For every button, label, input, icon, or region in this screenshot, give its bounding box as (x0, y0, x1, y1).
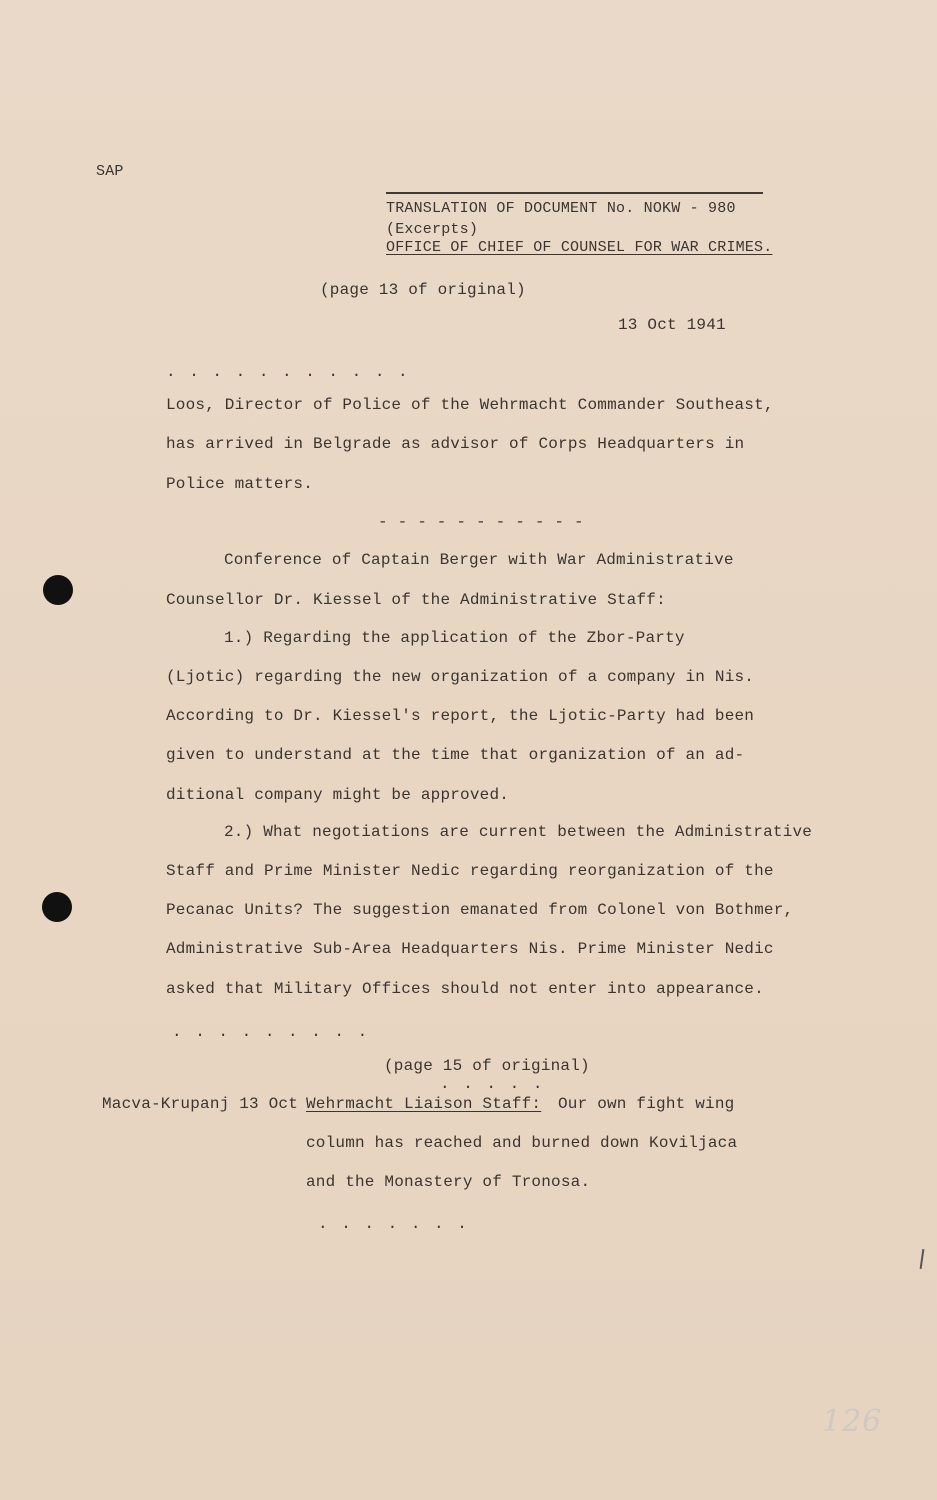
punch-hole (42, 892, 72, 922)
dash-separator: - - - - - - - - - - - (378, 513, 584, 531)
entry-text: column has reached and burned down Koviljaca (306, 1134, 738, 1152)
numbered-item-line: Pecanac Units? The suggestion emanated from Colonel von Bothmer, (166, 901, 794, 919)
numbered-item-line: Administrative Sub-Area Headquarters Nis. Prime Minister Nedic (166, 940, 774, 958)
entry-text: Our own fight wing (558, 1095, 735, 1113)
numbered-item-line: given to understand at the time that organization of an ad- (166, 746, 745, 764)
paragraph-line: Conference of Captain Berger with War Administrative (224, 551, 734, 569)
paragraph-line: Police matters. (166, 475, 314, 493)
numbered-item-line: (Ljotic) regarding the new organization of a company in Nis. (166, 668, 755, 686)
numbered-item-line: ditional company might be approved. (166, 786, 510, 804)
document-date: 13 Oct 1941 (618, 316, 726, 334)
initials: SAP (96, 163, 124, 180)
ellipsis-separator: . . . . . . . (318, 1215, 469, 1233)
office-heading: OFFICE OF CHIEF OF COUNSEL FOR WAR CRIMES. (386, 239, 773, 256)
numbered-item-line: 2.) What negotiations are current between the Administrative (224, 823, 813, 841)
ellipsis-separator: . . . . . . . . . . . (166, 363, 410, 381)
page-number: 126 (822, 1404, 883, 1439)
numbered-item-line: According to Dr. Kiessel's report, the Ljotic-Party had been (166, 707, 755, 725)
numbered-item-line: 1.) Regarding the application of the Zbor-Party (224, 629, 685, 647)
entry-source: Wehrmacht Liaison Staff: (306, 1095, 542, 1113)
numbered-item-line: asked that Military Offices should not enter into appearance. (166, 980, 764, 998)
excerpts-label: (Excerpts) (386, 221, 479, 238)
paragraph-line: Counsellor Dr. Kiessel of the Administrative Staff: (166, 591, 666, 609)
page-reference: (page 15 of original) (384, 1057, 590, 1075)
ellipsis-separator: . . . . . (440, 1075, 545, 1093)
paragraph-line: Loos, Director of Police of the Wehrmacht Commander Southeast, (166, 396, 774, 414)
entry-text: and the Monastery of Tronosa. (306, 1173, 591, 1191)
margin-mark (920, 1249, 925, 1269)
page-reference: (page 13 of original) (320, 281, 526, 299)
punch-hole (43, 575, 73, 605)
paragraph-line: has arrived in Belgrade as advisor of Corps Headquarters in (166, 435, 745, 453)
translation-heading: TRANSLATION OF DOCUMENT No. NOKW - 980 (386, 200, 736, 217)
entry-place-date: Macva-Krupanj 13 Oct (102, 1095, 299, 1113)
ellipsis-separator: . . . . . . . . . (172, 1023, 370, 1041)
numbered-item-line: Staff and Prime Minister Nedic regarding reorganization of the (166, 862, 774, 880)
header-rule (386, 192, 763, 194)
